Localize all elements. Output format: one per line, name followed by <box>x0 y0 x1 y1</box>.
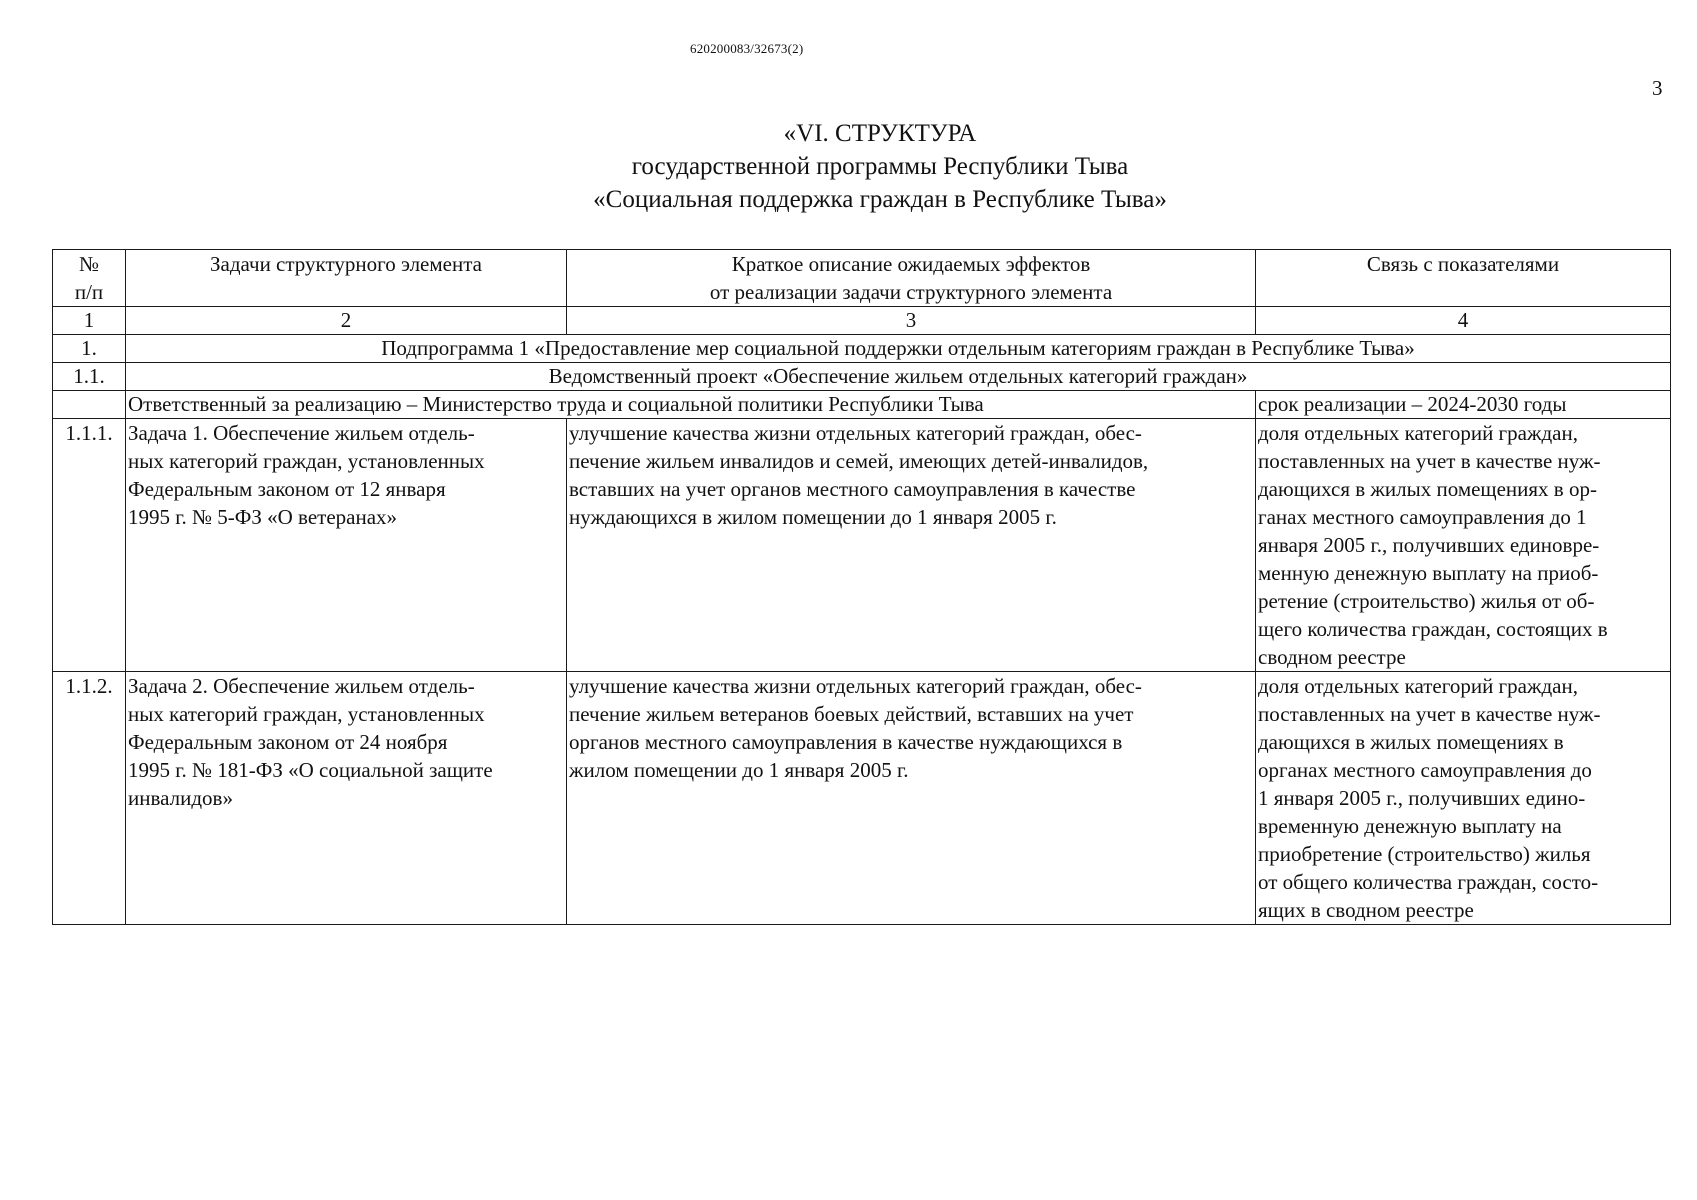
document-id: 620200083/32673(2) <box>690 41 804 56</box>
responsible-text: Ответственный за реализацию – Министерство труда и социальной политики Республики Тыва <box>126 391 1256 419</box>
task-description: Задача 1. Обеспечение жильем отдель- ных категорий граждан, установленных Федеральным законом от 12 января 1995 г. № 5-ФЗ «О ветеранах» <box>126 419 567 672</box>
row-num: 1.1.2. <box>53 672 126 925</box>
project-title: Ведомственный проект «Обеспечение жильем отдельных категорий граждан» <box>126 363 1671 391</box>
title-line-3: «Социальная поддержка граждан в Республике Тыва» <box>593 186 1167 213</box>
column-number: 1 <box>53 307 126 335</box>
table-row <box>53 672 1671 925</box>
row-num: 1.1.1. <box>53 419 126 672</box>
title-line-1: «VI. СТРУКТУРА <box>783 120 977 147</box>
effect-description: улучшение качества жизни отдельных категорий граждан, обес- печение жильем инвалидов и семей, имеющих детей-инвалидов, вставших на учет органов местного самоуправления в качестве нуждающихся в жилом помещении до 1 января 2005 г. <box>567 419 1256 672</box>
implementation-term: срок реализации – 2024-2030 годы <box>1256 391 1671 419</box>
subprogram-num: 1. <box>53 335 126 363</box>
column-number: 3 <box>567 307 1256 335</box>
title-line-2: государственной программы Республики Тыва <box>631 153 1129 180</box>
subprogram-title: Подпрограмма 1 «Предоставление мер социальной поддержки отдельным категориям граждан в Республике Тыва» <box>126 335 1671 363</box>
task-description: Задача 2. Обеспечение жильем отдель- ных категорий граждан, установленных Федеральным законом от 24 ноября 1995 г. № 181-ФЗ «О социальной защите инвалидов» <box>126 672 567 925</box>
header-row <box>53 250 1671 307</box>
indicator-description: доля отдельных категорий граждан, поставленных на учет в качестве нуж- дающихся в жилых помещениях в органах местного самоуправления до 1 января 2005 г., получивших едино- временную денежную выплату на приобретение (строительство) жилья от общего количества граждан, состо- ящих в сводном реестре <box>1256 672 1671 925</box>
column-number: 2 <box>126 307 567 335</box>
header-tasks: Задачи структурного элемента <box>126 250 567 307</box>
responsible-num-empty <box>53 391 126 419</box>
subprogram-row <box>53 335 1671 363</box>
column-number: 4 <box>1256 307 1671 335</box>
structure-table <box>52 249 1671 925</box>
project-num: 1.1. <box>53 363 126 391</box>
header-num: № п/п <box>53 250 126 307</box>
responsible-row <box>53 391 1671 419</box>
document-title <box>0 117 1697 216</box>
indicator-description: доля отдельных категорий граждан, поставленных на учет в качестве нуж- дающихся в жилых помещениях в ор- ганах местного самоуправления до 1 января 2005 г., получивших единовре- менную денежную выплату на приоб- ретение (строительство) жилья от об- щего количества граждан, состоящих в сводном реестре <box>1256 419 1671 672</box>
header-indicators: Связь с показателями <box>1256 250 1671 307</box>
project-row <box>53 363 1671 391</box>
column-number-row <box>53 307 1671 335</box>
page-number: 3 <box>1652 76 1663 100</box>
table-row <box>53 419 1671 672</box>
header-effects: Краткое описание ожидаемых эффектов от реализации задачи структурного элемента <box>567 250 1256 307</box>
effect-description: улучшение качества жизни отдельных категорий граждан, обес- печение жильем ветеранов боевых действий, вставших на учет органов местного самоуправления в качестве нуждающихся в жилом помещении до 1 января 2005 г. <box>567 672 1256 925</box>
